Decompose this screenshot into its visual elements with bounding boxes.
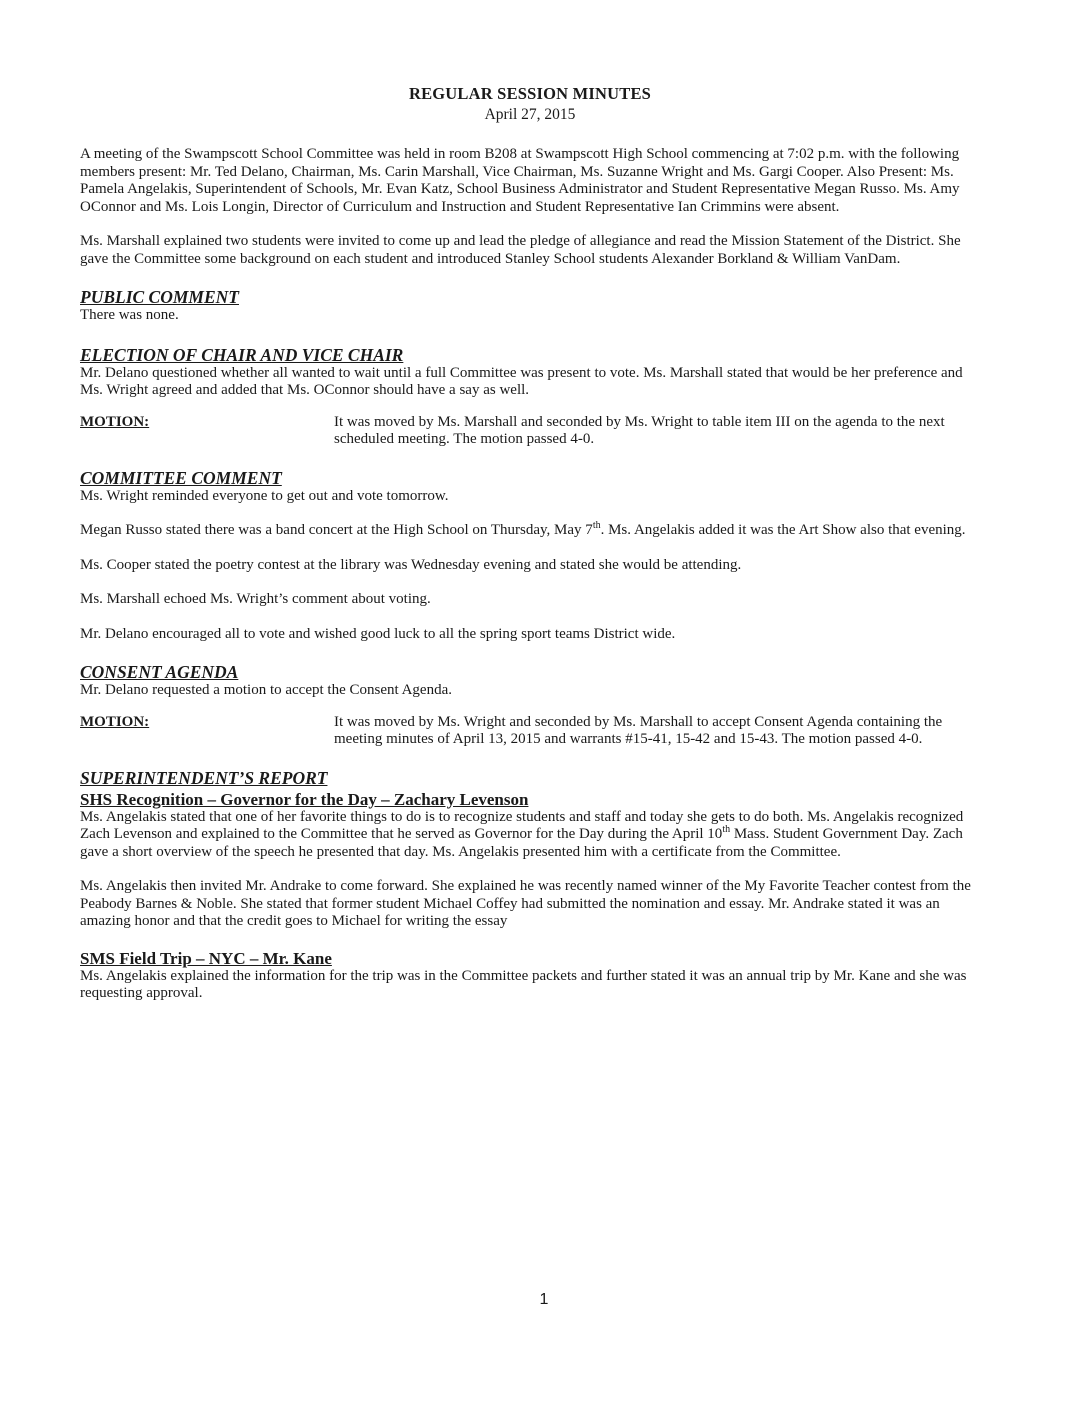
- election-text: Mr. Delano questioned whether all wanted to wait until a full Committee was present to vote. Ms. Marshall stated that would be her preference and Ms. Wright agreed and added that Ms. OConnor should have a say as well.: [80, 364, 963, 398]
- consent-agenda-text: Mr. Delano requested a motion to accept the Consent Agenda.: [80, 682, 452, 698]
- pledge-paragraph: Ms. Marshall explained two students were invited to come up and lead the pledge of allegiance and read the Mission Statement of the District. She gave the Committee some background on each student and introduced Stanley School students Alexander Borkland & William VanDam.: [80, 233, 961, 267]
- public-comment-text: There was none.: [80, 307, 179, 323]
- committee-comment-heading: COMMITTEE COMMENT: [80, 467, 282, 488]
- favorite-teacher-paragraph: Ms. Angelakis then invited Mr. Andrake to come forward. She explained he was recently named winner of the My Favorite Teacher contest from the Peabody Barnes & Noble. She stated that former student Michael Coffey had submitted the nomination and essay. Mr. Andrake stated it was an amazing honor and that the credit goes to Michael for writing the essay: [80, 878, 971, 929]
- document-title: REGULAR SESSION MINUTES: [408, 84, 652, 103]
- superintendent-report-heading: SUPERINTENDENT’S REPORT: [80, 767, 328, 788]
- field-trip-paragraph: Ms. Angelakis explained the information for the trip was in the Committee packets and further stated it was an annual trip by Mr. Kane and she was requesting approval.: [80, 967, 967, 1001]
- shs-recognition-subheading: SHS Recognition – Governor for the Day – Zachary Levenson: [80, 789, 529, 809]
- field-trip-subheading: SMS Field Trip – NYC – Mr. Kane: [80, 948, 332, 968]
- recognition-text-b: Mass. Student Government Day. Zach gave a short overview of the speech he presented that day. Ms. Angelakis presented him with a certificate from the Committee.: [80, 826, 963, 860]
- consent-motion: [80, 714, 980, 749]
- p2-superscript: th: [592, 520, 601, 531]
- p2-text-b: . Ms. Angelakis added it was the Art Show also that evening.: [600, 522, 966, 538]
- election-motion: [80, 414, 980, 449]
- page-number: 1: [539, 1291, 549, 1308]
- document-page: [80, 84, 980, 1003]
- committee-comment-p1: Ms. Wright reminded everyone to get out and vote tomorrow.: [80, 487, 449, 504]
- recognition-text-a: Ms. Angelakis stated that one of her favorite things to do is to recognize students and staff and today she gets to do both. Ms. Angelakis recognized Zach Levenson and explained to the Committee that he served as Governor for the Day during the April 10: [80, 808, 964, 842]
- committee-comment-p2: [80, 522, 980, 540]
- committee-comment-p3: Ms. Cooper stated the poetry contest at the library was Wednesday evening and stated she would be attending.: [80, 556, 742, 573]
- p2-text-a: Megan Russo stated there was a band concert at the High School on Thursday, May 7: [80, 522, 593, 538]
- motion-label: MOTION:: [80, 413, 150, 430]
- election-heading: ELECTION OF CHAIR AND VICE CHAIR: [80, 344, 404, 365]
- recognition-superscript: th: [722, 824, 731, 835]
- recognition-paragraph: [80, 809, 980, 862]
- motion-text: It was moved by Ms. Marshall and seconded by Ms. Wright to table item III on the agenda to the next scheduled meeting. The motion passed 4-0.: [334, 413, 945, 447]
- committee-comment-p5: Mr. Delano encouraged all to vote and wished good luck to all the spring sport teams District wide.: [80, 625, 676, 642]
- public-comment-heading: PUBLIC COMMENT: [80, 287, 239, 307]
- consent-agenda-heading: CONSENT AGENDA: [80, 662, 239, 682]
- meeting-date: April 27, 2015: [484, 106, 576, 123]
- motion-label: MOTION:: [80, 713, 150, 730]
- motion-text: It was moved by Ms. Wright and seconded by Ms. Marshall to accept Consent Agenda containing the meeting minutes of April 13, 2015 and warrants #15-41, 15-42 and 15-43. The motion passed 4-0.: [334, 713, 943, 747]
- committee-comment-p4: Ms. Marshall echoed Ms. Wright’s comment about voting.: [80, 591, 431, 607]
- attendance-paragraph: A meeting of the Swampscott School Committee was held in room B208 at Swampscott High School commencing at 7:02 p.m. with the following members present: Mr. Ted Delano, Chairman, Ms. Carin Marshall, Vice Chairman, Ms. Suzanne Wright and Ms. Gargi Cooper. Also Present: Ms. Pamela Angelakis, Superintendent of Schools, Mr. Evan Katz, School Business Administrator and Student Representative Megan Russo. Ms. Amy OConnor and Ms. Lois Longin, Director of Curriculum and Instruction and Student Representative Ian Crimmins were absent.: [80, 146, 960, 215]
